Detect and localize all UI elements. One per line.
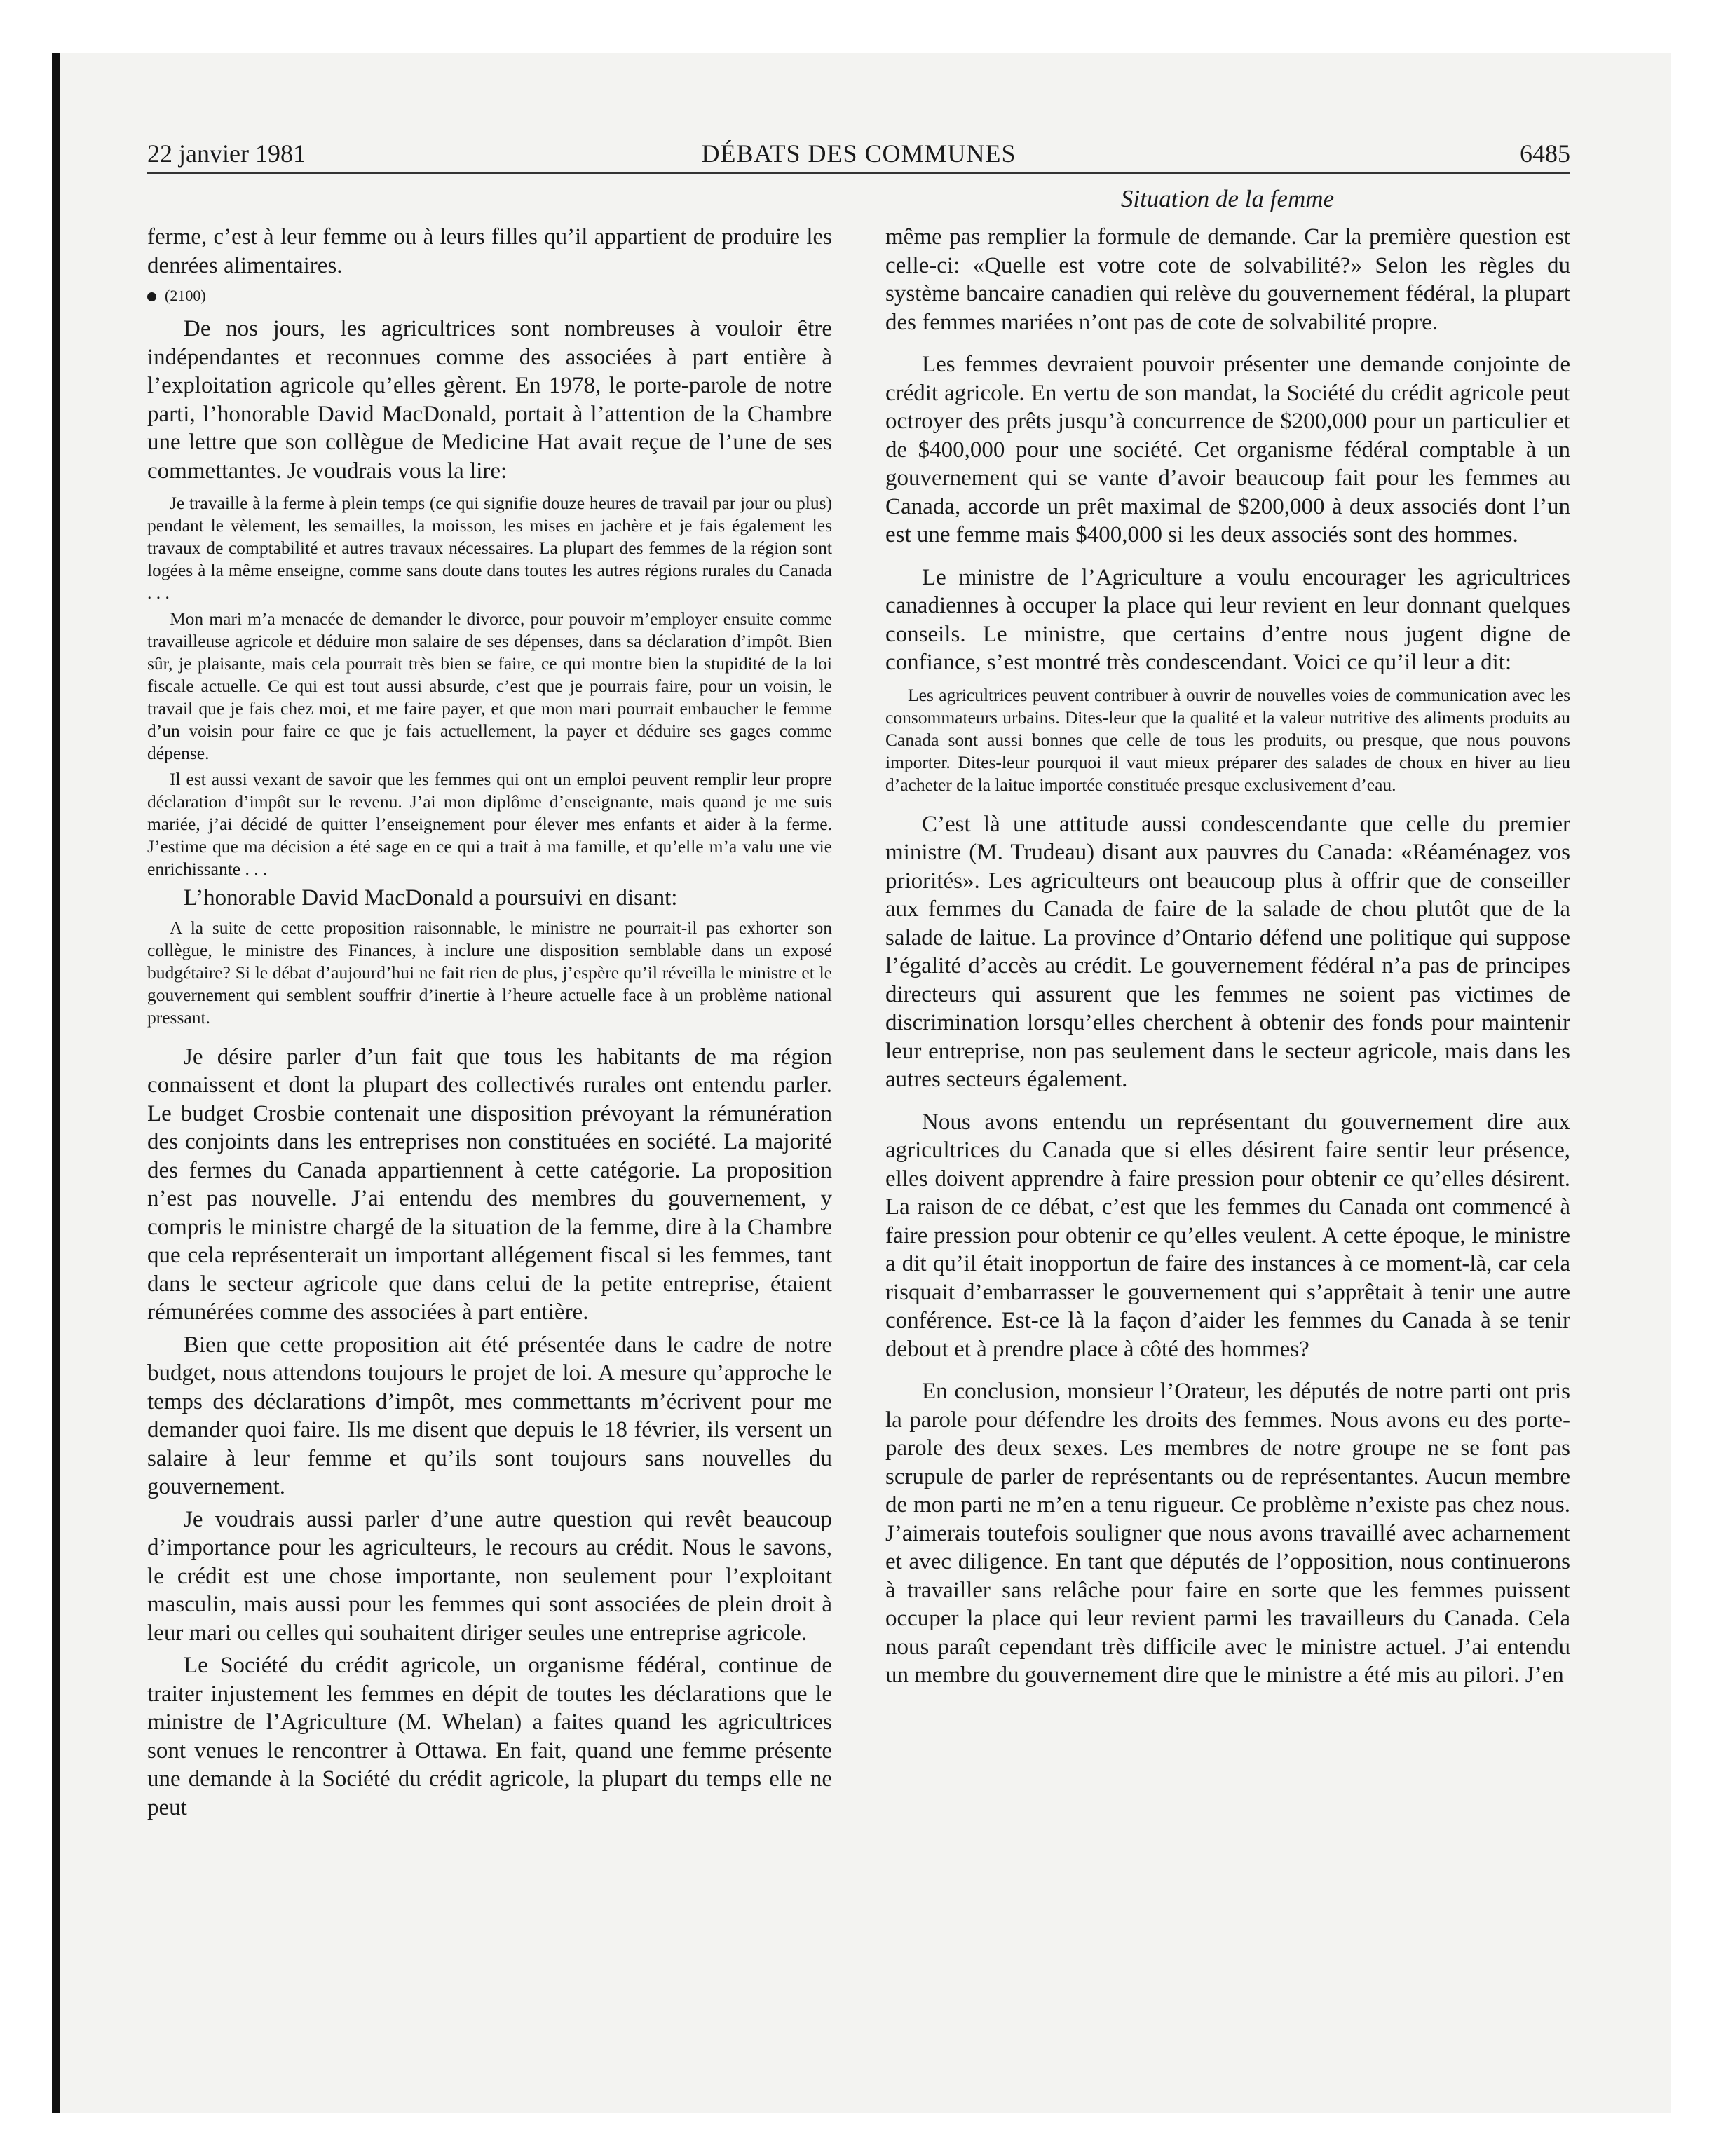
page-number: 6485 [1520,139,1570,168]
quoted-paragraph: Mon mari m’a menacée de demander le divorce, pour pouvoir m’employer ensuite comme travailleuse agricole et déduire mon salaire de ses dépenses, dans sa déclaration d’impôt. Bien sûr, je plaisante, mais cela pourrait très bien se faire, ce qui montre bien la stupidité de la loi fiscale actuelle. Ce qui est tout aussi absurde, c’est que je pourrais faire, pour un voisin, le travail que je fais chez moi, et me faire payer, et que mon mari pourrait embaucher le femme d’un voisin pour faire ce que je fais actuellement, la payer et déduire ses gages comme dépense. [147,608,832,763]
paragraph: De nos jours, les agricultrices sont nombreuses à vouloir être indépendantes et reconnues comme des associées à part entière à l’exploitation agricole qu’elles gèrent. En 1978, le porte-parole de notre parti, l’honorable David MacDonald, portait à l’attention de la Chambre une lettre que son collègue de Medicine Hat avait reçue de l’une de ses commettantes. Je voudrais vous la lire: [147,316,832,484]
time-marker-label: (2100) [165,287,206,304]
paragraph: Les femmes devraient pouvoir présenter une demande conjointe de crédit agricole. En vertu de son mandat, la Société du crédit agricole peut octroyer des prêts jusqu’à concurrence de $200,000 pour un particulier et de $400,000 pour une société. Cet organisme fédéral comptable à un gouvernement qui se vante d’avoir beaucoup fait pour les femmes au Canada, accorde un prêt maximal de $200,000 à deux associés dont l’un est une femme mais $400,000 si les deux associés sont des hommes. [885,352,1570,547]
header-title: DÉBATS DES COMMUNES [701,139,1016,168]
paragraph: L’honorable David MacDonald a poursuivi en disant: [184,885,678,910]
quoted-paragraph: Les agricultrices peuvent contribuer à ouvrir de nouvelles voies de communication avec les consommateurs urbains. Dites-leur que la qualité et la valeur nutritive des aliments produits au Canada sont aussi bonnes que celle de tous les produits, ou presque, que nous pouvons importer. Dites-leur pourquoi il vaut mieux préparer des salades de choux en hiver au lieu d’acheter de la laitue importée constituée presque exclusivement d’eau. [885,684,1570,795]
paragraph: En conclusion, monsieur l’Orateur, les députés de notre parti ont pris la parole pour défendre les droits des femmes. Nous avons eu des porte-parole des deux sexes. Les membres de notre groupe ne se font pas scrupule de parler de représentants ou de représentantes. Aucun membre de mon parti ne m’en a tenu rigueur. Ce problème n’existe pas chez nous. J’aimerais toutefois souligner que nous avons travaillé avec acharnement et avec diligence. En tant que députés de l’opposition, nous continuerons à travailler sans relâche pour faire en sorte que les femmes puissent occuper la place qui leur revient parmi les travailleurs du Canada. Cela nous paraît cependant très difficile avec le ministre actuel. J’ai entendu un membre du gouvernement dire que le ministre a été mis au pilori. J’en [885,1379,1570,1688]
quoted-paragraph: Je travaille à la ferme à plein temps (ce qui signifie douze heures de travail par jour ou plus) pendant le vèlement, les semailles, la moisson, les mises en jachère et je fais également les travaux de comptabilité et autres travaux nécessaires. La plupart des femmes de la région sont logées à la même enseigne, comme sans doute dans toutes les autres régions rurales du Canada . . . [147,493,832,603]
bullet-icon [147,292,156,301]
paragraph: Je désire parler d’un fait que tous les habitants de ma région connaissent et dont la plupart des collectivés rurales ont entendu parler. Le budget Crosbie contenait une disposition prévoyant la rémunération des conjoints dans les entreprises non constituées en société. La majorité des fermes du Canada appartiennent à cette catégorie. La proposition n’est pas nouvelle. J’ai entendu des membres du gouvernement, y compris le ministre chargé de la situation de la femme, dire à la Chambre que cela représenterait un important allégement fiscal si les femmes, tant dans le secteur agricole que dans celui de la petite entreprise, étaient rémunérées comme des associées à part entière. [147,1044,832,1325]
page-header [147,135,1570,174]
quoted-paragraph: Il est aussi vexant de savoir que les femmes qui ont un emploi peuvent remplir leur propre déclaration d’impôt sur le revenu. J’ai mon diplôme d’enseignante, mais quand je me suis mariée, j’ai décidé de quitter l’enseignement pour élever mes enfants et aider à la ferme. J’estime que ma décision a été sage en ce qui a trait à ma famille, et qu’elle m’a valu une vie enrichissante . . . [147,769,832,879]
paragraph: Le Société du crédit agricole, un organisme fédéral, continue de traiter injustement les femmes en dépit de toutes les déclarations que le ministre de l’Agriculture (M. Whelan) a faites quand les agricultrices sont venues le rencontrer à Ottawa. En fait, quand une femme présente une demande à la Société du crédit agricole, la plupart du temps elle ne peut [147,1653,832,1820]
left-column [147,223,832,2017]
time-marker [147,287,832,305]
paragraph: Bien que cette proposition ait été présentée dans le cadre de notre budget, nous attendons toujours le projet de loi. A mesure qu’approche le temps des déclarations d’impôt, mes commettants m’écrivent pour me demander quoi faire. Ils me disent que depuis le 18 février, ils versent un salaire à leur femme et qu’ils sont toujours sans nouvelles du gouvernement. [147,1332,832,1499]
paragraph: ferme, c’est à leur femme ou à leurs filles qu’il appartient de produire les denrées alimentaires. [147,224,832,278]
header-date: 22 janvier 1981 [147,139,306,168]
paragraph: C’est là une attitude aussi condescendante que celle du premier ministre (M. Trudeau) disant aux pauvres du Canada: «Réaménagez vos priorités». Les agriculteurs ont beaucoup plus à offrir que de conseiller aux femmes du Canada de faire de la salade de chou plutôt que de la salade de laitue. La province d’Ontario défend une politique qui suppose l’égalité d’accès au crédit. Le gouvernement fédéral n’a pas de principes directeurs qui assurent que les femmes ne soient pas victimes de discrimination lorsqu’elles cherchent à obtenir des fonds pour maintenir leur entreprise, non pas seulement dans le secteur agricole, mais dans les autres secteurs également. [885,811,1570,1092]
section-title: Situation de la femme [1120,185,1335,212]
paragraph: même pas remplier la formule de demande. Car la première question est celle-ci: «Quelle est votre cote de solvabilité?» Selon les règles du système bancaire canadien qui relève du gouvernement fédéral, la plupart des femmes mariées n’ont pas de cote de solvabilité propre. [885,224,1570,335]
paragraph: Nous avons entendu un représentant du gouvernement dire aux agricultrices du Canada que si elles désirent faire sentir leur présence, elles doivent apprendre à faire pression pour obtenir ce qu’elles désirent. La raison de ce débat, c’est que les femmes du Canada ont commencé à faire pression pour obtenir ce qu’elles veulent. A cette époque, le ministre a dit qu’il était inopportun de faire des instances à ce moment-là, car cela risquait d’embarrasser le gouvernement qui s’apprêtait à tenir une autre conférence. Est-ce là la façon d’aider les femmes du Canada à se tenir debout et à prendre place à côté des hommes? [885,1109,1570,1362]
paragraph: Je voudrais aussi parler d’une autre question qui revêt beaucoup d’importance pour les agriculteurs, le recours au crédit. Nous le savons, le crédit est une chose importante, non seulement pour l’exploitant masculin, mais aussi pour les femmes qui sont associées de plein droit à leur mari ou celles qui souhaitent diriger seules une entreprise agricole. [147,1506,832,1646]
paragraph: Le ministre de l’Agriculture a voulu encourager les agricultrices canadiennes à occuper la place qui leur revient en leur donnant quelques conseils. Le ministre, que certains d’entre nous jugent digne de confiance, s’est montré très condescendant. Voici ce qu’il leur a dit: [885,564,1570,675]
scan-edge-shadow [52,53,60,2113]
quoted-paragraph: A la suite de cette proposition raisonnable, le ministre ne pourrait-il pas exhorter son collègue, le ministre des Finances, à inclure une disposition semblable dans un exposé budgétaire? Si le débat d’aujourd’hui ne fait rien de plus, j’espère qu’il réveilla le ministre et le gouvernement qui semblent souffrir d’inertie à l’heure actuelle face à un problème national pressant. [147,917,832,1028]
right-column [885,223,1570,2017]
